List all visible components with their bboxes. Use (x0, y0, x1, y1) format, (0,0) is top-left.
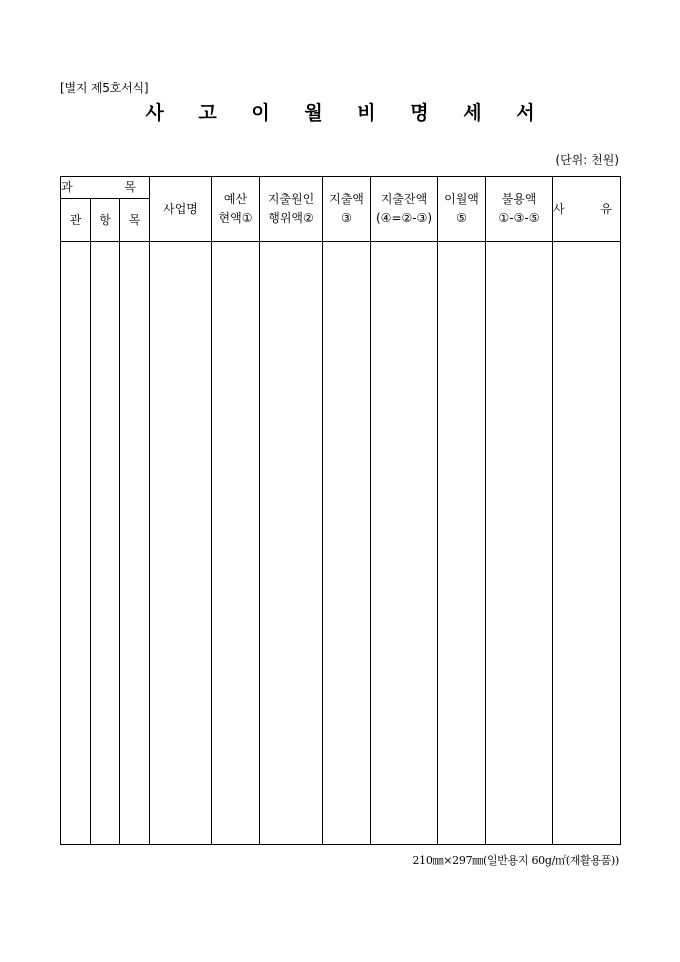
table-cell[interactable] (323, 242, 371, 845)
col-commitment-line2: 행위액② (268, 211, 314, 225)
col-carryover-line1: 이월액 (444, 192, 479, 206)
col-expenditure (323, 177, 371, 242)
table-body-row (61, 242, 621, 845)
subject-group-label: 과 목 (61, 180, 160, 194)
col-budget-line2: 현액① (218, 211, 253, 225)
header-row-1 (61, 177, 621, 199)
col-reason (553, 177, 629, 242)
document-title: 사 고 이 월 비 명 세 서 (145, 102, 549, 124)
table-cell[interactable] (371, 242, 438, 845)
col-expenditure-line2: ③ (341, 211, 352, 225)
table-cell[interactable] (438, 242, 486, 845)
paper-spec-note: 210㎜×297㎜(일반용지 60g/㎡(재활용품)) (412, 854, 619, 867)
table-cell[interactable] (553, 242, 621, 845)
col-unused-line1: 불용액 (501, 192, 537, 206)
col-expenditure-balance-line2: (④=②-③) (376, 211, 433, 225)
carryover-table (60, 176, 629, 845)
table-cell[interactable] (91, 242, 120, 845)
table-cell[interactable] (212, 242, 260, 845)
col-unused-line2: ①-③-⑤ (498, 211, 540, 225)
col-project-name-label: 사업명 (163, 201, 198, 216)
table-cell[interactable] (150, 242, 212, 845)
col-expenditure-balance (371, 177, 438, 242)
col-carryover-line2: ⑤ (456, 211, 467, 225)
unit-label: (단위: 천원) (555, 153, 619, 167)
col-budget-line1: 예산 (223, 192, 248, 206)
table-cell[interactable] (61, 242, 91, 845)
col-budget (212, 177, 260, 242)
subject-group-header (61, 177, 160, 199)
carryover-table-container (60, 176, 629, 845)
table-cell[interactable] (120, 242, 150, 845)
form-number-label: [별지 제5호서식] (60, 81, 149, 95)
table-cell[interactable] (486, 242, 553, 845)
col-hang: 항 (91, 199, 120, 242)
col-commitment (260, 177, 323, 242)
col-mok: 목 (120, 199, 150, 242)
col-carryover (438, 177, 486, 242)
col-expenditure-balance-line1: 지출잔액 (380, 192, 428, 206)
col-commitment-line1: 지출원인 (267, 192, 315, 206)
table-cell[interactable] (260, 242, 323, 845)
col-expenditure-line1: 지출액 (329, 192, 364, 206)
col-reason-label: 사 유 (553, 201, 629, 216)
col-gwan: 관 (61, 199, 91, 242)
col-unused (486, 177, 553, 242)
